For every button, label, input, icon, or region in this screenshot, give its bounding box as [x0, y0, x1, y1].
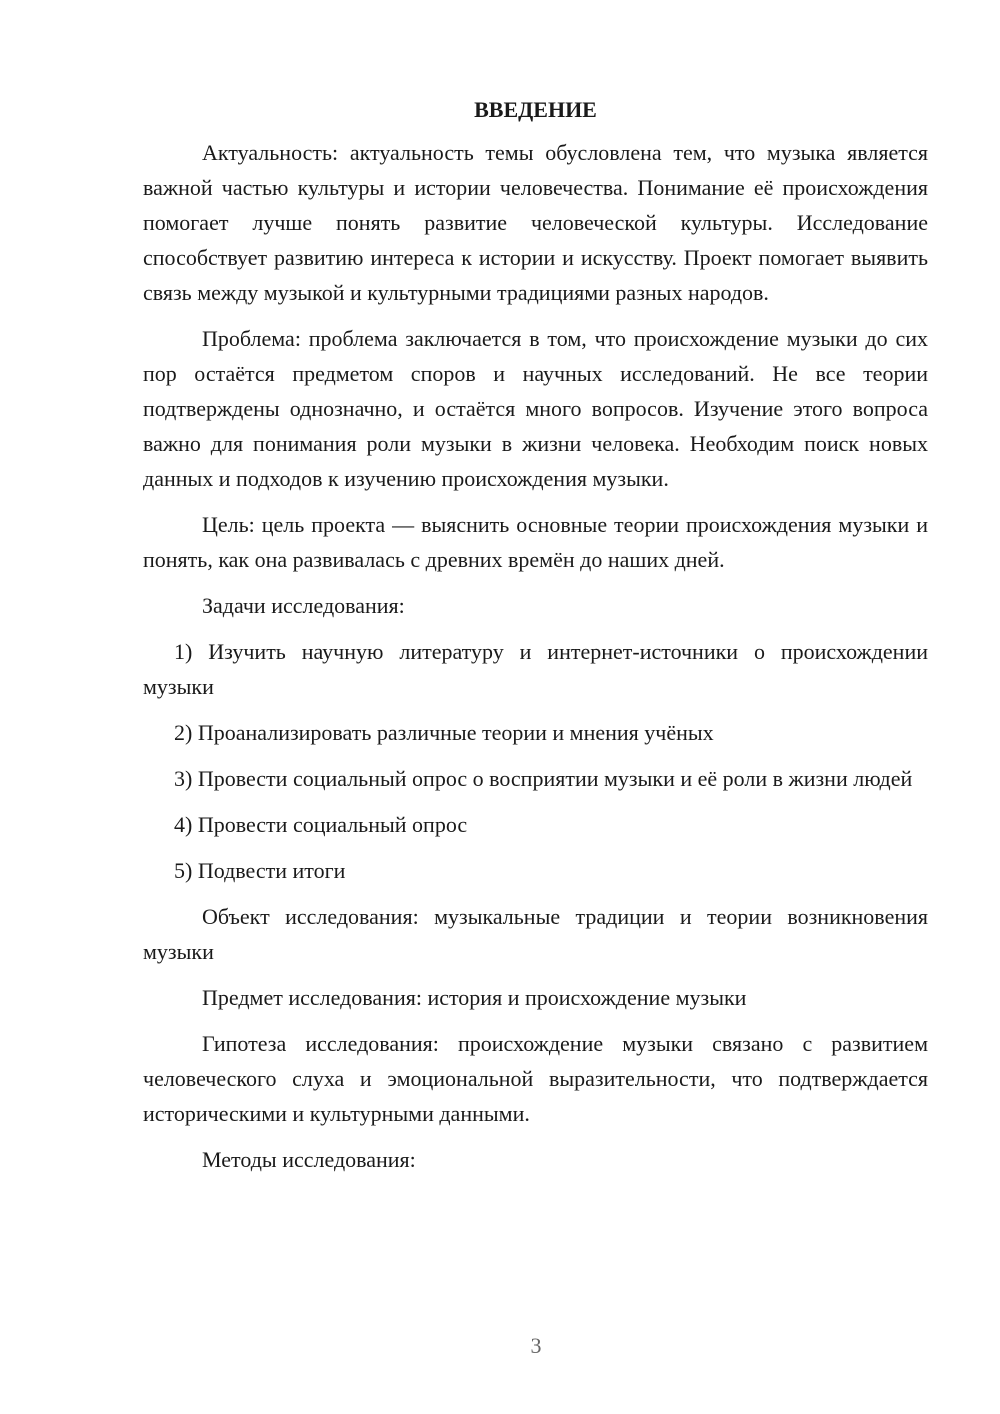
task-item-3: 3) Провести социальный опрос о восприятии музыки и её роли в жизни людей	[174, 766, 913, 791]
tasks-heading: Задачи исследования:	[202, 593, 405, 618]
paragraph-goal: Цель: цель проекта — выяснить основные теории происхождения музыки и понять, как она развивалась с древних времён до наших дней.	[143, 512, 928, 572]
paragraph-relevance: Актуальность: актуальность темы обусловлена тем, что музыка является важной частью культуры и истории человечества. Понимание её происхождения помогает лучше понять развитие человеческой культуры. Исследование способствует развитию интереса к истории и искусству. Проект помогает выявить связь между музыкой и культурными традициями разных народов.	[143, 140, 928, 305]
paragraph-object: Объект исследования: музыкальные традиции и теории возникновения музыки	[143, 904, 928, 964]
section-title: ВВЕДЕНИЕ	[474, 97, 597, 122]
task-item-5: 5) Подвести итоги	[174, 858, 346, 883]
document-body	[143, 92, 928, 1188]
page-number: 3	[530, 1333, 542, 1358]
task-item-2: 2) Проанализировать различные теории и мнения учёных	[174, 720, 714, 745]
task-item-4: 4) Провести социальный опрос	[174, 812, 468, 837]
task-item-1: 1) Изучить научную литературу и интернет-источники о происхождении музыки	[143, 639, 928, 699]
methods-heading: Методы исследования:	[202, 1147, 416, 1172]
paragraph-problem: Проблема: проблема заключается в том, что происхождение музыки до сих пор остаётся предметом споров и научных исследований. Не все теории подтверждены однозначно, и остаётся много вопросов. Изучение этого вопроса важно для понимания роли музыки в жизни человека. Необходим поиск новых данных и подходов к изучению происхождения музыки.	[143, 326, 928, 491]
paragraph-hypothesis: Гипотеза исследования: происхождение музыки связано с развитием человеческого слуха и эмоциональной выразительности, что подтверждается историческими и культурными данными.	[143, 1031, 928, 1126]
paragraph-subject: Предмет исследования: история и происхождение музыки	[202, 985, 747, 1010]
